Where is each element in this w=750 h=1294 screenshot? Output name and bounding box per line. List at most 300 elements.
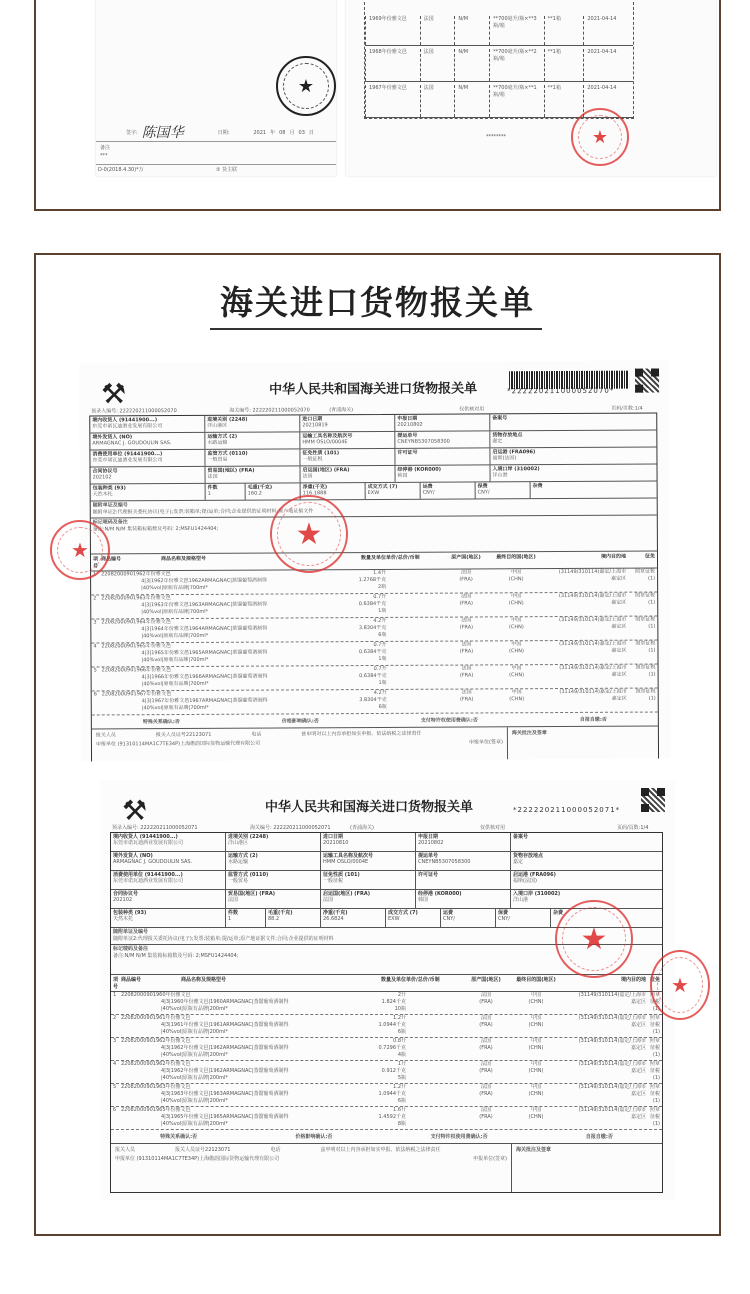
item-origin-code: (FRA) [479,1091,493,1097]
item-domestic-destination: (31149/310114)嘉定/上海市 [559,688,627,696]
customs-sign-box [512,1144,662,1192]
item-number: 6 [113,1107,117,1113]
items-header [111,975,662,992]
item-origin-code: (FRA) [459,576,473,583]
item-domestic-destination: (31149/310114)嘉定/上海市 [578,1038,646,1044]
item-destination: 中国 [530,1061,541,1067]
field-value: 一般征税 [323,878,344,884]
signature: 陈国华 [141,125,184,141]
item-spec-2: |40%vol|原瓶有品牌|200ml* [161,1121,228,1127]
declaring-unit-line [96,738,503,749]
customs-sign-box [508,727,658,762]
field-label: 征免性质 (101) [323,872,360,878]
declarant-label: 报关人员 [115,1147,136,1153]
field-value: 东莞市诺瓦迪酒业发展有限公司 [113,878,184,884]
inspection-qty: **1箱 [547,85,561,91]
check-note: 仅供核对用 [459,406,485,413]
form-code: D-0(2018.4.30)*万 [98,167,144,173]
item-qty-weight: 1.0944千克 [378,1091,406,1097]
item-origin-cell [466,1107,506,1129]
item-qty-weight: 1.4592千克 [378,1114,406,1120]
customs-emblem-icon: ⚒ [122,794,148,827]
field-cell [321,871,416,889]
item-origin: 法国 [480,1084,491,1090]
items-header-cell: 征免 [644,553,655,560]
field-label: 许可证号 [397,449,418,456]
company-seal: ★ [571,108,629,166]
item-destination-code: (CHN) [509,672,525,679]
item-destination-cell [486,641,546,664]
inspection-mark: N/M [458,85,469,91]
item-quantity-cell [366,1084,406,1106]
item-destination-cell [506,1015,566,1037]
field-label: 毛重(千克) [268,910,293,916]
field-label: 货物存放地点 [492,432,523,439]
item-spec-2: |40%vol|原瓶有品牌|700ml* [141,704,209,712]
item-number-cell [113,1015,121,1037]
inspection-cell-name [365,85,420,117]
title-underline [210,328,542,330]
item-number-cell [113,1107,121,1129]
item-qty-volume: 2升 [397,992,406,998]
field-value: 水路运输 [207,439,228,446]
field-value: 嘉定 [492,438,503,445]
item-tax-mode: 照章征税 [635,616,656,623]
company-seal: ★ [270,495,348,573]
item-quantity-cell [366,1038,406,1060]
phone-label: 电话 [251,731,262,738]
item-destination-cell [506,1084,566,1106]
field-label: 合同协议号 [113,891,139,897]
item-qty-volume: 4.2升 [373,617,387,625]
item-spec-2: |40%vol|原瓶有品牌|700ml* [141,632,209,640]
field-label: 保费 [498,910,509,916]
item-origin-code: (FRA) [479,999,493,1005]
inspection-cell-qty [544,16,584,45]
item-code: 22082000901962年份雅文邑 [121,1038,191,1044]
item-tax-mode: 照章征税 [635,592,656,599]
item-code: 22082000901963年份雅文邑 [121,1084,191,1090]
item-spec: 4|3|1962年份雅文邑1962ARMAGNAC|蒸馏葡萄酒制得 [141,577,267,585]
item-destination-code: (CHN) [508,600,524,607]
item-number: 1 [93,571,97,578]
field-label: 消费使用单位 (91441900...) [92,451,163,458]
item-origin-cell [466,1038,506,1060]
item-spec-2: |40%vol|原瓶有品牌|200ml* [161,1075,228,1081]
item-origin-cell [466,1084,506,1106]
field-label: 运费 [443,910,454,916]
item-spec-2: |40%vol|原瓶有品牌|700ml* [141,608,209,616]
item-tax-cell [626,641,655,664]
item-qty-bottles: 10瓶 [394,1006,406,1012]
qr-code [641,788,665,812]
item-tax-code: (1) [648,671,656,678]
field-cell [226,890,321,908]
item-tax-cell [646,1015,660,1037]
field-label: 入境口岸 (310002) [492,466,540,473]
item-origin-cell [446,641,486,664]
item-domestic-district: 嘉定区 [611,599,627,606]
item-quantity-cell [366,1107,406,1129]
item-domestic-destination: (31149/310114)嘉定/上海市 [578,992,646,998]
field-label: 监管方式 (0110) [207,450,248,457]
field-value: 福斯(法国) [513,878,537,884]
item-domestic-destination-cell [566,1061,646,1083]
field-label: 货物存放地点 [513,853,544,859]
field-row [111,833,662,852]
field-label: 消费使用单位 (91441900...) [113,872,183,878]
field-cell [206,484,246,500]
item-domestic-district: 嘉定区 [611,671,627,678]
item-spec-2: |40%vol|原瓶有品牌|700ml* [141,656,209,664]
item-qty-bottles: 1瓶 [378,607,387,614]
item-domestic-destination: (31149/310114)嘉定/上海市 [559,664,627,672]
item-origin: 法国 [461,689,472,696]
item-quantity-cell [347,666,387,689]
item-origin-code: (FRA) [459,696,474,703]
field-value: 洋山港区 [228,840,249,846]
item-tax-mode: 照章征税 [649,1061,660,1074]
inspection-row [365,46,633,82]
field-cell [321,852,416,870]
item-row [91,593,657,620]
item-qty-weight: 3.8304千克 [358,624,387,632]
item-spec: 4|3|1964年份雅文邑1964ARMAGNAC|蒸馏葡萄酒制得 [141,625,268,633]
items-header-cell: 单价/总价/币制 [385,554,420,561]
item-number-cell [94,691,102,714]
item-destination: 中国 [511,569,522,576]
item-description-cell [102,690,347,714]
inspection-list-fragment [346,0,716,176]
customs-sign-label: 海关批注及签章 [511,730,547,737]
item-tax-cell [646,1107,660,1129]
item-origin-code: (FRA) [459,624,474,631]
field-value: 160.2 [247,490,262,497]
item-origin: 法国 [480,992,491,998]
field-label: 运输工具名称及航次号 [302,433,353,440]
declarant-details [111,1144,512,1192]
item-number: 2 [113,1015,117,1021]
field-label: 提运单号 [418,853,439,859]
item-tax-mode: 照章征税 [649,1015,660,1028]
field-label: 保费 [477,483,488,490]
inspection-cell-date [583,16,633,45]
item-domestic-destination-cell [566,1084,646,1106]
field-label: 运输工具名称及航次号 [323,853,374,859]
items-header-cell: 商品编号 [121,977,142,983]
item-qty-bottles: 8瓶 [397,1121,406,1127]
item-tax-cell [627,665,656,688]
item-price-cell [386,570,446,593]
field-value: 202102 [113,897,133,903]
section-title: 海关进口货物报关单 [220,283,535,322]
item-domestic-destination-cell [547,689,627,712]
items-header-cell: 境内目的地 [620,977,646,983]
field-value: 26.6824 [323,916,344,922]
item-code: 22082000901963年份雅文邑 [101,595,171,602]
field-cell [90,416,205,433]
item-origin-cell [466,1061,506,1083]
item-origin: 法国 [480,1061,491,1067]
item-spec-2: |40%vol|原瓶有品牌|200ml* [161,1098,228,1104]
field-value: 洋山港 [492,472,508,479]
item-code: 22082000901962年份雅文邑 [121,1061,191,1067]
field-label: 包装种类 (93) [113,910,147,916]
item-destination: 中国 [511,689,522,696]
item-spec-2: |40%vol|原瓶有品牌|200ml* [161,1052,228,1058]
item-origin-code: (FRA) [479,1022,493,1028]
field-label: 启运港 (FRA096) [513,872,556,878]
inspection-cell-spec [489,85,544,117]
item-destination-cell [506,1107,566,1129]
item-code: 22082000901964年份雅文邑 [101,619,171,626]
item-destination: 中国 [511,641,522,648]
item-row [111,992,662,1015]
items-header-cell: 数量及单位 [360,554,386,562]
day-unit: 日 [308,130,314,136]
item-row [111,1038,662,1061]
field-label: 启运国(地区) (FRA) [323,891,371,897]
item-qty-weight: 1.2768千克 [358,576,387,584]
field-cell [321,909,386,927]
item-quantity-cell [366,1015,406,1037]
item-qty-bottles: 6瓶 [397,1029,406,1035]
items-header-cell: 项号 [92,556,99,570]
item-number-cell [93,643,101,666]
declarant-label: 报关人员 [95,732,116,739]
item-domestic-destination-cell [547,665,627,688]
item-tax-code: (1) [647,575,656,582]
item-domestic-district: 嘉定区 [630,999,646,1005]
field-label: 运费 [422,483,433,490]
field-label: 备案号 [492,415,508,422]
field-label: 杂费 [532,483,543,490]
item-row [92,689,658,716]
item-number-cell [93,595,101,618]
item-destination: 中国 [530,992,541,998]
inspection-name: 1967年份雅文邑 [369,85,407,91]
item-spec: 4|3|1962年份雅文邑|1962ARMAGNAC|蒸馏葡萄酒制得 [161,1068,289,1074]
attached-documents-value: 随附单证2:代理报关委托协议(电子);发票;装箱单;提/运单;原产地证据文件;合同;企业提供的证明材料 [113,936,334,942]
field-label: 净重(千克) [302,484,328,491]
item-tax-cell [626,569,655,592]
inspection-spec: **700毫升/瓶×**3瓶/箱 [493,16,537,29]
item-tax-mode: 照章征税 [635,688,656,695]
field-value: 一般贸易 [228,878,249,884]
items-header-cell: 单价/总价/币制 [406,977,440,983]
item-domestic-district: 嘉定区 [630,1045,646,1051]
item-destination-cell [486,593,546,616]
items-header-cell: 最终目的国(地区) [496,554,536,561]
item-destination-code: (CHN) [508,624,524,631]
item-qty-volume: 1.6升 [393,1107,406,1113]
inspection-date: 2021-04-14 [587,16,617,22]
item-code: 22082000901961年份雅文邑 [121,1015,191,1021]
item-destination-cell [487,665,547,688]
item-number-cell [113,1061,121,1083]
item-qty-bottles: 4瓶 [397,1052,406,1058]
field-cell [206,466,301,482]
inspection-cell-spec [489,49,544,81]
item-number-cell [94,667,102,690]
item-destination-code: (CHN) [528,1114,544,1120]
field-label: 经停港 (KOR000) [397,466,442,473]
company-seal-edge: ★ [50,520,110,580]
item-spec: 4|3|1967年份雅文邑1967ARMAGNAC|蒸馏葡萄酒制得 [141,697,268,705]
item-domestic-destination: (31149/310114)嘉定/上海市 [578,1015,646,1021]
item-description-cell [101,618,346,642]
field-value: EXW [388,916,400,922]
item-price-cell [386,594,446,617]
item-number: 3 [113,1038,117,1044]
item-qty-bottles: 1瓶 [378,655,387,662]
item-destination-code: (CHN) [509,648,524,655]
item-qty-volume: 4.2升 [373,689,387,697]
item-row [111,1061,662,1084]
field-label: 成交方式 (7) [388,910,418,916]
item-description-cell [121,992,366,1014]
item-row [111,1107,662,1130]
item-quantity-cell [346,618,386,641]
field-cell [226,909,266,927]
inspection-cell-origin [420,49,455,81]
item-description-cell [101,642,346,666]
field-cell [91,484,206,501]
field-cell [441,909,496,927]
item-origin: 法国 [461,665,472,672]
item-tax-mode: 照章征税 [649,992,660,1005]
inspection-name: 1968年份雅文邑 [369,49,407,55]
inspection-certificate-fragment [96,0,336,176]
item-quantity-cell [346,570,386,593]
item-spec: 4|3|1965年份雅文邑|1965ARMAGNAC|蒸馏葡萄酒制得 [161,1114,289,1120]
item-row [92,665,658,692]
item-destination: 中国 [530,1107,541,1113]
field-value: 法国 [228,897,239,903]
item-price-cell [406,1107,466,1129]
field-cell [111,852,226,870]
field-cell [476,482,531,498]
declarant-section [92,727,658,762]
field-label: 杂费 [553,910,564,916]
field-label: 启运国(地区) (FRA) [302,467,350,474]
field-value: 韩国 [418,897,429,903]
item-domestic-destination-cell [546,593,626,616]
field-row [111,871,662,890]
field-label: 件数 [228,910,239,916]
item-description-cell [101,594,346,618]
item-qty-weight: 0.6384千克 [358,648,387,656]
item-tax-cell [627,689,656,712]
item-number: 6 [93,691,97,698]
field-cell [416,890,511,908]
inspection-cell-name [365,49,420,81]
field-value: 东莞市诺瓦迪酒业发展有限公司 [92,457,163,464]
page-count: 页码/页数:1/4 [617,825,649,831]
item-qty-bottles: 5瓶 [397,1075,406,1081]
field-cell [246,483,301,499]
item-row [91,617,657,644]
item-spec: 4|3|1961年份雅文邑|1961ARMAGNAC|蒸馏葡萄酒制得 [161,1022,289,1028]
item-tax-code: (1) [652,1098,660,1104]
statement: 兹申明对以上内容承担如实申报、依法纳税之法律责任 [301,730,422,738]
inspection-spec: **700毫升/瓶×**1瓶/箱 [493,85,537,98]
field-label: 申报日期 [397,415,418,422]
items-header-cell: 商品名称及规格型号 [160,555,207,563]
item-number: 2 [93,595,97,602]
field-value: CNY/ [422,489,435,496]
item-spec-2: |40%vol|原瓶有品牌|200ml* [161,1006,228,1012]
item-price-cell [387,690,447,713]
inspection-cell-origin [420,16,455,45]
inspection-qty: **1箱 [547,16,561,22]
field-cell [416,871,511,889]
item-domestic-destination: (31149/310114)嘉定/上海市 [559,640,627,648]
item-destination-code: (CHN) [528,1068,544,1074]
date-month: 08 [279,130,286,136]
item-origin-cell [446,569,486,592]
field-label: 征免性质 (101) [302,450,340,457]
item-price-cell [406,1038,466,1060]
item-price-cell [406,992,466,1014]
item-qty-bottles: 6瓶 [397,1098,406,1104]
item-description-cell [101,570,346,594]
field-value: CNY/ [477,489,490,496]
field-value: 116.1888 [302,490,327,497]
item-origin-code: (FRA) [479,1114,493,1120]
field-cell [321,833,416,851]
field-value: 一般征税 [302,456,323,463]
item-origin-code: (FRA) [479,1045,493,1051]
declarant-number: 报关人员证号22123071 [155,731,212,739]
item-origin-cell [466,1015,506,1037]
marks-label: 标记唛码及备注 [92,519,128,526]
item-origin: 法国 [480,1038,491,1044]
inspection-origin: 法国 [423,85,434,91]
items-header-cell: 原产国(地区) [451,554,481,561]
inspection-row [365,2,633,46]
customs-office: (青浦海关) [329,407,354,414]
field-cell [395,414,490,430]
inspection-cell-spec [489,16,544,45]
item-domestic-district: 嘉定区 [611,647,627,654]
item-code: 22082000901965年份雅文邑 [101,643,172,650]
item-qty-weight: 0.912千克 [381,1068,406,1074]
marks-label: 标记唛码及备注 [113,946,149,952]
item-domestic-destination: (31149/310114)嘉定/上海市 [558,568,627,576]
item-spec: 4|3|1965年份雅文邑1965ARMAGNAC|蒸馏葡萄酒制得 [141,649,268,657]
customs-number: 海关编号: 222220211000052070 [229,407,310,414]
field-cell [90,450,205,467]
field-value: 洋山港 [513,897,529,903]
item-destination: 中国 [511,617,522,624]
item-destination: 中国 [511,665,522,672]
item-tax-cell [646,1038,660,1060]
item-tax-code: (1) [652,1121,660,1127]
item-qty-volume: 0.7升 [373,641,387,649]
item-number: 5 [113,1084,117,1090]
item-description-cell [121,1061,366,1083]
item-origin-cell [446,617,486,640]
item-description-cell [121,1107,366,1129]
field-value: ARMAGNAC J. GOUDOULIN SAS. [113,859,193,865]
declaring-unit: 申报单位 (91310114MA1C7TE34P)上海傲韵国际货物运输代理有限公司 [95,740,261,748]
item-description-cell [121,1084,366,1106]
field-value: 法国 [302,473,313,480]
item-destination-cell [506,1061,566,1083]
items-header-cell: 征免 [649,977,660,983]
company-seal-edge: ★ [650,950,710,1020]
